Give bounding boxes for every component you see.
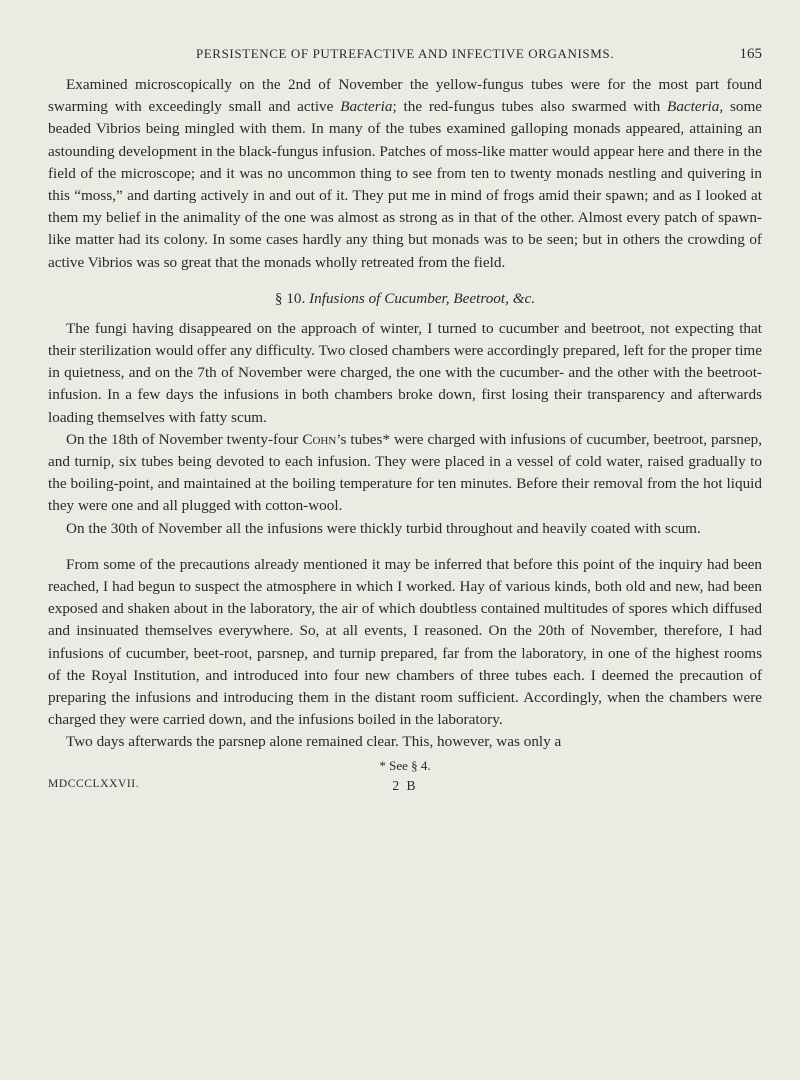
- volume-imprint: MDCCCLXXVII.: [48, 777, 140, 790]
- section-heading: [48, 288, 762, 310]
- footnote: * See § 4.: [379, 757, 431, 773]
- page-header: [48, 46, 762, 68]
- paragraph-monads: Examined microscopically on the 2nd of November the yellow-fungus tubes were for the most part found swarming with exceedingly small and active Bacteria; the red-fungus tubes also swarmed with Bacteria, some beaded Vibrios being mingled with them. In many of the tubes examined galloping monads appeared, attaining an astounding development in the black-fungus infusion. Patches of moss-like matter would appear here and there in the field of the microscope; and it was no uncommon thing to see from ten to twenty monads nestling and quivering in this “moss,” and darting actively in and out of it. They put me in mind of frogs amid their spawn; and as I looked at them my belief in the animality of the one was almost as strong as in that of the other. Almost every patch of spawn-like matter had its colony. In some cases hardly any thing but monads was to be seen; but in others the crowding of active Vibrios was so great that the monads wholly retreated from the field.: [48, 76, 763, 271]
- page-number: 165: [739, 46, 762, 62]
- running-head: PERSISTENCE OF PUTREFACTIVE AND INFECTIVE ORGANISMS.: [195, 46, 615, 61]
- paragraph-fungi-disappeared: The fungi having disappeared on the approach of winter, I turned to cucumber and beetroot, not expecting that their sterilization would offer any difficulty. Two closed chambers were accordingly prepared, left for the proper time in quietness, and on the 7th of November were charged, the one with the cucumber- and the other with the beetroot-infusion. In a few days the infusions in both chambers broke down, first losing their transparency and afterwards loading themselves with fatty scum.: [48, 319, 762, 426]
- paragraph-precautions: From some of the precautions already mentioned it may be inferred that before this point of the inquiry had been reached, I had begun to suspect the atmosphere in which I worked. Hay of various kinds, both old and new, had been exposed and shaken about in the laboratory, the air of which doubtless contained multitudes of spores which diffused and insinuated themselves everywhere. So, at all events, I reasoned. On the 20th of November, therefore, I had infusions of cucumber, beet-root, parsnep, and turnip prepared, far from the laboratory, in one of the highest rooms of the Royal Institution, and introduced into four new chambers of three tubes each. I deemed the precaution of preparing the infusions and introducing them in the distant room sufficient. Accordingly, when the chambers were charged they were carried down, and the infusions boiled in the laboratory.: [48, 555, 762, 729]
- paragraph-turbid: On the 30th of November all the infusions were thickly turbid throughout and heavily coated with scum.: [66, 519, 701, 537]
- paragraph-parsnep: Two days afterwards the parsnep alone remained clear. This, however, was only a: [66, 733, 562, 751]
- signature-mark: 2 B: [392, 777, 418, 793]
- section-number: § 10.: [274, 289, 310, 307]
- paragraph-cohn-tubes: On the 18th of November twenty-four Cohn’s tubes* were charged with infusions of cucumber, beetroot, parsnep, and turnip, six tubes being devoted to each infusion. They were placed in a vessel of cold water, raised gradually to the boiling-point, and maintained at the boiling temperature for ten minutes. Before their removal from the hot liquid they were one and all plugged with cotton-wool.: [48, 430, 762, 515]
- section-title: Infusions of Cucumber, Beetroot, &c.: [309, 289, 536, 307]
- page-footer: [48, 758, 762, 802]
